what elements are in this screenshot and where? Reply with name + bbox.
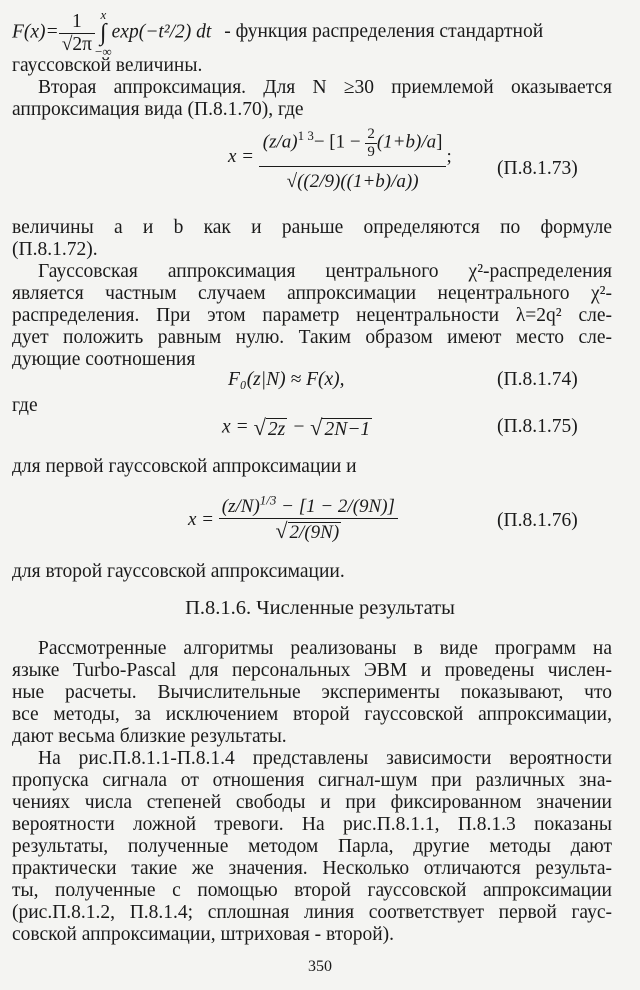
integral-sign: x ∫ −∞ [95,7,112,59]
para2-line: вероятности ложной тревоги. На рис.П.8.1.1, П.8.1.3 показаны [12,814,612,835]
para1-line: Рассмотренные алгоритмы реализованы в виде программ на [38,638,612,659]
para2-line: чениях числа степеней свободы и при фиксированном значении [12,792,612,813]
text-line: величины a и b как и раньше определяются по формуле [12,217,612,238]
eq76-fraction: $\frac{(z/N)^{1/3} - [1 - 2/(9N)]}{√ 2/(9N)}$ [219,497,398,544]
para2-line: результаты, полученные методом Парла, другие методы дают [12,836,612,857]
text-line: является частным случаем аппроксимации нецентрального χ²- [12,283,612,304]
para2-line: ты, полученные с помощью второй гауссовской аппроксимации [12,880,612,901]
f-of-x: F(x)= [12,21,59,43]
equation-75: x = √ 2z − √ 2N−1 [222,415,371,440]
text-line: гауссовской величины. [12,55,203,76]
para1-line: дают весьма близкие результаты. [12,726,287,747]
equation-number: (П.8.1.76) [497,510,578,531]
equation-74: F₀(z|N) ≈ F(x), [228,369,345,390]
page-number: 350 [308,958,332,975]
para1-line: языке Turbo-Pascal для персональных ЭВМ и проведены числен- [12,660,612,681]
text-line: для первой гауссовской аппроксимации и [12,456,357,477]
para2-line: (рис.П.8.1.2, П.8.1.4; сплошная линия соответствует первой гаус- [12,902,612,923]
one-over-sqrt-2pi: $\frac{1}{√2\pi}$ [59,11,95,55]
text-line: Вторая аппроксимация. Для N ≥30 приемлемой оказывается [38,77,612,98]
integrand: exp(−t²/2) dt [111,21,212,43]
text-line: Гауссовская аппроксимация центрального χ²-распределения [38,261,612,282]
text-line: дует положить равным нулю. Таким образом имеют место сле- [12,327,612,348]
first-line-formula [12,8,543,58]
para1-line: все методы, за исключением второй гауссовской аппроксимации, [12,704,612,725]
text-line: аппроксимация вида (П.8.1.70), где [12,99,304,120]
text-line: дующие соотношения [12,349,196,370]
eq73-fraction: $(z/a)^{1 3}- [1$ − $\frac{2}{9}$ (1+b)/a] √((2/9)((1+b)/a)) [259,122,447,193]
equation-76: x = $\frac{(z/N)^{1/3} - [1 - 2/(9N)]}{√ 2/(9N)}$ [188,497,398,544]
para2-line: практически такие же значения. Несколько отличаются результа- [12,858,612,879]
para2-line: совской аппроксимации, штриховая - второй). [12,924,395,945]
section-heading: П.8.1.6. Численные результаты [185,597,455,619]
para1-line: ные расчеты. Вычислительные эксперименты показывают, что [12,682,612,703]
text-line: для второй гауссовской аппроксимации. [12,561,345,582]
text-line: распределения. При этом параметр нецентральности λ=2q² сле- [12,305,612,326]
equation-number: (П.8.1.75) [497,416,578,437]
text-line: где [12,395,38,416]
equation-73: x = $(z/a)^{1 3}- [1$ − $\frac{2}{9}$ (1+b)/a] √((2/9)((1+b)/a)) ; [228,122,452,193]
text-line: (П.8.1.72). [12,239,98,260]
para2-line: пропуска сигнала от отношения сигнал-шум при различных зна- [12,770,612,791]
para2-line: На рис.П.8.1.1-П.8.1.4 представлены зависимости вероятности [38,748,612,769]
equation-number: (П.8.1.73) [497,158,578,179]
first-line-text: - функция распределения стандартной [224,21,544,43]
equation-number: (П.8.1.74) [497,369,578,390]
